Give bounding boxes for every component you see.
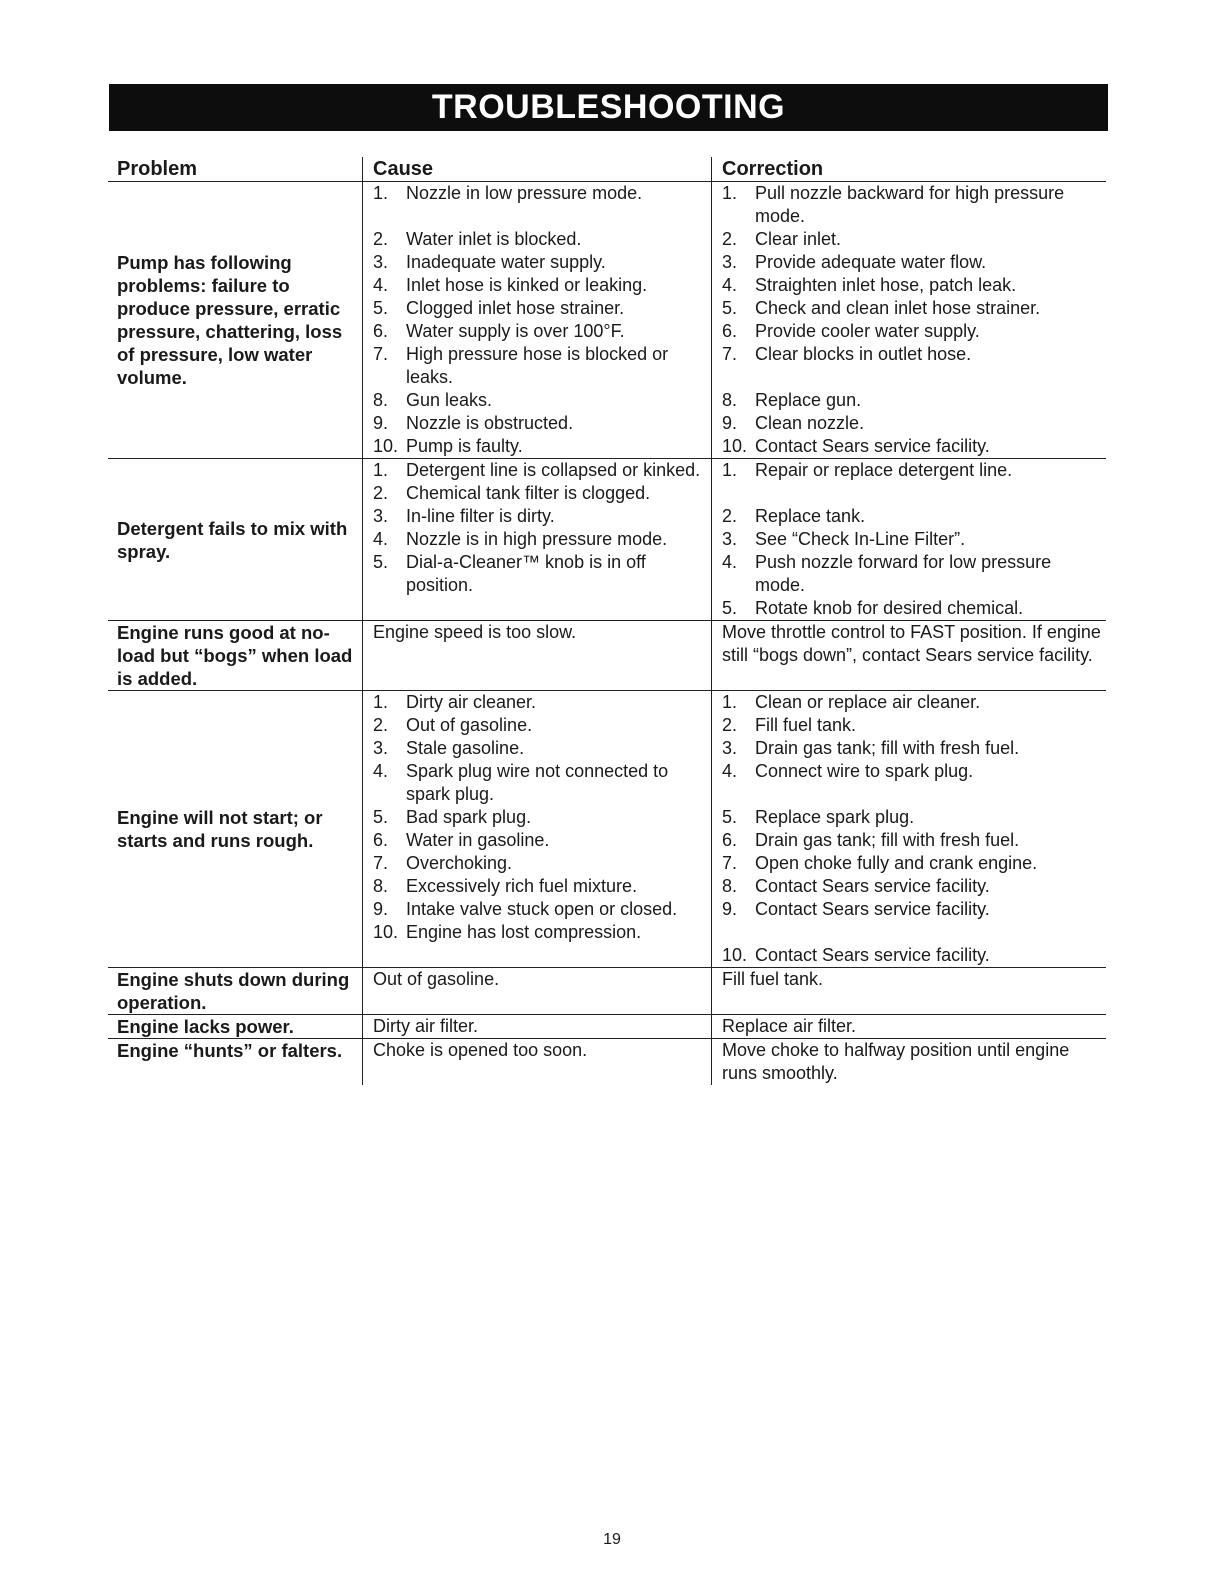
item-text: High pressure hose is blocked or leaks. bbox=[406, 344, 669, 387]
item-number: 6. bbox=[722, 830, 738, 850]
item-number: 1. bbox=[722, 183, 738, 203]
cause-item bbox=[373, 205, 711, 228]
item-text: Engine has lost compression. bbox=[406, 922, 642, 942]
item-number: 2. bbox=[722, 229, 738, 249]
cause-item bbox=[373, 435, 711, 458]
correction-text: Fill fuel tank. bbox=[722, 969, 824, 989]
table-row bbox=[108, 691, 1106, 968]
table-row bbox=[108, 182, 1106, 459]
cause-item bbox=[373, 412, 711, 435]
item-text: Contact Sears service facility. bbox=[755, 436, 990, 456]
item-number: 3. bbox=[373, 252, 389, 272]
item-number: 2. bbox=[722, 715, 738, 735]
item-number: 3. bbox=[373, 506, 389, 526]
item-number: 6. bbox=[373, 321, 389, 341]
correction-cell bbox=[711, 1015, 1106, 1038]
item-number bbox=[722, 366, 755, 389]
problem-text: Detergent fails to mix with spray. bbox=[117, 517, 348, 562]
item-number: 2. bbox=[722, 506, 738, 526]
item-number: 7. bbox=[373, 344, 389, 364]
cause-cell bbox=[362, 1015, 711, 1038]
item-text: In-line filter is dirty. bbox=[406, 506, 555, 526]
correction-cell bbox=[711, 459, 1106, 620]
item-text: Straighten inlet hose, patch leak. bbox=[755, 275, 1017, 295]
cause-item bbox=[373, 829, 711, 852]
correction-item bbox=[722, 297, 1106, 320]
item-number: 1. bbox=[373, 692, 389, 712]
item-text: Rotate knob for desired chemical. bbox=[755, 598, 1024, 618]
item-number: 10. bbox=[373, 922, 399, 942]
item-number: 5. bbox=[373, 552, 389, 572]
cause-item bbox=[373, 852, 711, 875]
correction-text: Move choke to halfway position until engine runs smoothly. bbox=[722, 1040, 1070, 1083]
correction-cell bbox=[711, 968, 1106, 1014]
item-number: 7. bbox=[373, 853, 389, 873]
item-number: 9. bbox=[722, 413, 738, 433]
item-number: 4. bbox=[373, 529, 389, 549]
item-number bbox=[722, 783, 755, 806]
item-number: 3. bbox=[722, 252, 738, 272]
cause-item bbox=[373, 228, 711, 251]
item-number: 2. bbox=[373, 483, 389, 503]
cause-item bbox=[373, 251, 711, 274]
correction-item bbox=[722, 389, 1106, 412]
correction-item bbox=[722, 760, 1106, 783]
cause-item bbox=[373, 389, 711, 412]
item-text: Check and clean inlet hose strainer. bbox=[755, 298, 1041, 318]
item-number: 4. bbox=[373, 275, 389, 295]
cause-item bbox=[373, 551, 711, 597]
item-text: Replace tank. bbox=[755, 506, 866, 526]
item-number: 1. bbox=[722, 460, 738, 480]
cause-item bbox=[373, 528, 711, 551]
item-number: 2. bbox=[373, 715, 389, 735]
correction-cell bbox=[711, 1039, 1106, 1085]
correction-item bbox=[722, 435, 1106, 458]
item-number: 6. bbox=[722, 321, 738, 341]
cause-item bbox=[373, 343, 711, 389]
cause-text: Dirty air filter. bbox=[373, 1016, 479, 1036]
correction-item bbox=[722, 251, 1106, 274]
item-number: 7. bbox=[722, 344, 738, 364]
correction-item bbox=[722, 737, 1106, 760]
correction-item bbox=[722, 459, 1106, 482]
item-text bbox=[406, 205, 711, 228]
item-text: Repair or replace detergent line. bbox=[755, 460, 1013, 480]
item-number: 5. bbox=[373, 298, 389, 318]
item-text: Chemical tank filter is clogged. bbox=[406, 483, 651, 503]
correction-item bbox=[722, 921, 1106, 944]
cause-cell bbox=[362, 968, 711, 1014]
item-number: 2. bbox=[373, 229, 389, 249]
table-row bbox=[108, 968, 1106, 1015]
item-number: 5. bbox=[722, 298, 738, 318]
item-text bbox=[755, 783, 1106, 806]
item-text: Fill fuel tank. bbox=[755, 715, 857, 735]
table-header-row bbox=[108, 157, 1106, 182]
item-text: Dirty air cleaner. bbox=[406, 692, 537, 712]
correction-item bbox=[722, 528, 1106, 551]
item-text bbox=[755, 366, 1106, 389]
item-number: 4. bbox=[722, 552, 738, 572]
item-text: Clean nozzle. bbox=[755, 413, 865, 433]
item-number: 8. bbox=[722, 390, 738, 410]
item-text: Overchoking. bbox=[406, 853, 513, 873]
header-correction: Correction bbox=[711, 157, 1106, 181]
cause-item bbox=[373, 274, 711, 297]
item-number: 1. bbox=[373, 183, 389, 203]
cause-item bbox=[373, 482, 711, 505]
item-text: Nozzle is in high pressure mode. bbox=[406, 529, 668, 549]
item-number bbox=[722, 921, 755, 944]
item-text bbox=[755, 921, 1106, 944]
correction-item bbox=[722, 852, 1106, 875]
cause-item bbox=[373, 297, 711, 320]
item-number: 8. bbox=[373, 390, 389, 410]
correction-item bbox=[722, 597, 1106, 620]
problem-cell bbox=[108, 1039, 362, 1085]
item-text bbox=[755, 482, 1106, 505]
item-text: Stale gasoline. bbox=[406, 738, 525, 758]
correction-cell bbox=[711, 621, 1106, 690]
item-text: Pump is faulty. bbox=[406, 436, 523, 456]
correction-item bbox=[722, 898, 1106, 921]
cause-cell bbox=[362, 621, 711, 690]
item-text: Clogged inlet hose strainer. bbox=[406, 298, 625, 318]
correction-item bbox=[722, 783, 1106, 806]
item-number: 1. bbox=[722, 692, 738, 712]
cause-cell bbox=[362, 1039, 711, 1085]
item-text: Nozzle in low pressure mode. bbox=[406, 183, 643, 203]
cause-cell bbox=[362, 182, 711, 458]
table-body bbox=[108, 182, 1106, 1085]
cause-item bbox=[373, 875, 711, 898]
problem-text: Engine will not start; or starts and runs rough. bbox=[117, 807, 323, 851]
item-number: 4. bbox=[722, 761, 738, 781]
item-number: 9. bbox=[373, 899, 389, 919]
cause-item bbox=[373, 182, 711, 205]
cause-text: Engine speed is too slow. bbox=[373, 622, 577, 642]
item-text: Contact Sears service facility. bbox=[755, 899, 990, 919]
cause-item bbox=[373, 714, 711, 737]
item-text: Intake valve stuck open or closed. bbox=[406, 899, 678, 919]
cause-cell bbox=[362, 459, 711, 620]
correction-item bbox=[722, 551, 1106, 597]
item-number: 10. bbox=[373, 436, 399, 456]
item-number: 5. bbox=[722, 807, 738, 827]
correction-item bbox=[722, 182, 1106, 228]
item-text: Water in gasoline. bbox=[406, 830, 550, 850]
correction-text: Replace air filter. bbox=[722, 1016, 857, 1036]
item-text: Water supply is over 100°F. bbox=[406, 321, 625, 341]
item-text: Clear blocks in outlet hose. bbox=[755, 344, 972, 364]
header-problem: Problem bbox=[117, 158, 198, 180]
item-number: 6. bbox=[373, 830, 389, 850]
item-text: Dial-a-Cleaner™ knob is in off position. bbox=[406, 552, 646, 595]
problem-text: Engine shuts down during operation. bbox=[117, 969, 350, 1013]
correction-item bbox=[722, 691, 1106, 714]
correction-text: Move throttle control to FAST position. If engine still “bogs down”, contact Sears service facility. bbox=[722, 622, 1101, 665]
item-text: Pull nozzle backward for high pressure mode. bbox=[755, 183, 1065, 226]
problem-text: Engine “hunts” or falters. bbox=[117, 1040, 343, 1061]
correction-item bbox=[722, 320, 1106, 343]
item-number: 4. bbox=[722, 275, 738, 295]
item-number: 3. bbox=[722, 529, 738, 549]
problem-cell bbox=[108, 968, 362, 1014]
correction-cell bbox=[711, 182, 1106, 458]
item-text: Gun leaks. bbox=[406, 390, 493, 410]
table-row bbox=[108, 1015, 1106, 1039]
item-number: 3. bbox=[722, 738, 738, 758]
item-text: Inlet hose is kinked or leaking. bbox=[406, 275, 648, 295]
cause-text: Choke is opened too soon. bbox=[373, 1040, 588, 1060]
item-number: 3. bbox=[373, 738, 389, 758]
table-row bbox=[108, 1039, 1106, 1085]
cause-item bbox=[373, 459, 711, 482]
item-text: Clean or replace air cleaner. bbox=[755, 692, 981, 712]
item-number: 5. bbox=[373, 807, 389, 827]
item-text: Contact Sears service facility. bbox=[755, 945, 990, 965]
item-text: Clear inlet. bbox=[755, 229, 842, 249]
item-text: Inadequate water supply. bbox=[406, 252, 606, 272]
item-number: 7. bbox=[722, 853, 738, 873]
item-number bbox=[722, 482, 755, 505]
cause-item bbox=[373, 898, 711, 921]
problem-cell bbox=[108, 691, 362, 967]
cause-item bbox=[373, 737, 711, 760]
page-title: TROUBLESHOOTING bbox=[109, 84, 1108, 131]
correction-item bbox=[722, 875, 1106, 898]
table-row bbox=[108, 621, 1106, 691]
item-text: Drain gas tank; fill with fresh fuel. bbox=[755, 738, 1020, 758]
page-number: 19 bbox=[603, 1531, 621, 1548]
item-text: Excessively rich fuel mixture. bbox=[406, 876, 638, 896]
problem-text: Engine runs good at no-load but “bogs” when load is added. bbox=[117, 622, 353, 689]
cause-cell bbox=[362, 691, 711, 967]
correction-item bbox=[722, 505, 1106, 528]
item-number: 8. bbox=[722, 876, 738, 896]
correction-item bbox=[722, 806, 1106, 829]
problem-text: Pump has following problems: failure to produce pressure, erratic pressure, chattering, loss of pressure, low water volume. bbox=[117, 252, 343, 388]
correction-item bbox=[722, 412, 1106, 435]
item-number: 8. bbox=[373, 876, 389, 896]
problem-text: Engine lacks power. bbox=[117, 1016, 294, 1037]
item-text: Connect wire to spark plug. bbox=[755, 761, 974, 781]
item-text: Provide adequate water flow. bbox=[755, 252, 987, 272]
cause-item bbox=[373, 806, 711, 829]
problem-cell bbox=[108, 621, 362, 690]
cause-item bbox=[373, 921, 711, 944]
item-text: Provide cooler water supply. bbox=[755, 321, 980, 341]
header-cause: Cause bbox=[362, 157, 711, 181]
correction-item bbox=[722, 714, 1106, 737]
cause-text: Out of gasoline. bbox=[373, 969, 500, 989]
item-text: Water inlet is blocked. bbox=[406, 229, 582, 249]
cause-item bbox=[373, 760, 711, 806]
item-text: Drain gas tank; fill with fresh fuel. bbox=[755, 830, 1020, 850]
item-number: 10. bbox=[722, 436, 748, 456]
item-number bbox=[373, 205, 406, 228]
correction-item bbox=[722, 829, 1106, 852]
problem-cell bbox=[108, 182, 362, 458]
correction-item bbox=[722, 366, 1106, 389]
item-number: 9. bbox=[373, 413, 389, 433]
item-text: Spark plug wire not connected to spark plug. bbox=[406, 761, 669, 804]
item-number: 1. bbox=[373, 460, 389, 480]
item-text: Nozzle is obstructed. bbox=[406, 413, 574, 433]
item-text: Out of gasoline. bbox=[406, 715, 533, 735]
item-text: Open choke fully and crank engine. bbox=[755, 853, 1038, 873]
correction-item bbox=[722, 274, 1106, 297]
item-text: Bad spark plug. bbox=[406, 807, 532, 827]
correction-item bbox=[722, 343, 1106, 366]
problem-cell bbox=[108, 1015, 362, 1038]
item-number: 4. bbox=[373, 761, 389, 781]
correction-item bbox=[722, 944, 1106, 967]
item-number: 9. bbox=[722, 899, 738, 919]
correction-item bbox=[722, 228, 1106, 251]
cause-item bbox=[373, 320, 711, 343]
correction-item bbox=[722, 482, 1106, 505]
item-text: Push nozzle forward for low pressure mode. bbox=[755, 552, 1052, 595]
item-text: Replace spark plug. bbox=[755, 807, 915, 827]
item-text: Replace gun. bbox=[755, 390, 862, 410]
item-number: 5. bbox=[722, 598, 738, 618]
item-number: 10. bbox=[722, 945, 748, 965]
table-row bbox=[108, 459, 1106, 621]
item-text: Contact Sears service facility. bbox=[755, 876, 990, 896]
cause-item bbox=[373, 691, 711, 714]
troubleshooting-table bbox=[108, 157, 1106, 1085]
correction-cell bbox=[711, 691, 1106, 967]
item-text: Detergent line is collapsed or kinked. bbox=[406, 460, 701, 480]
cause-item bbox=[373, 505, 711, 528]
problem-cell bbox=[108, 459, 362, 620]
item-text: See “Check In-Line Filter”. bbox=[755, 529, 966, 549]
